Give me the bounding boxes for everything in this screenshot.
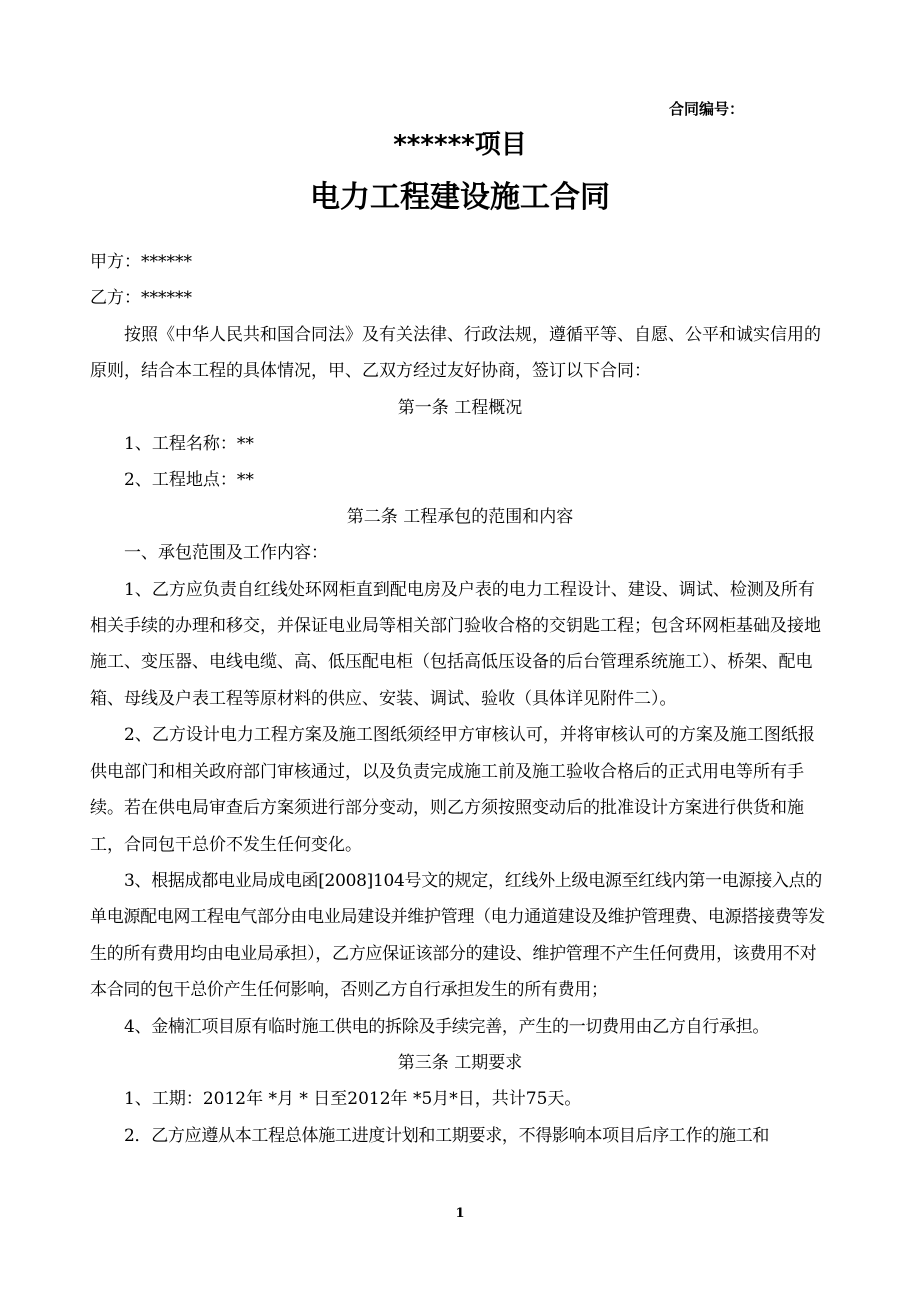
- article-3-item: 2．乙方应遵从本工程总体施工进度计划和工期要求，不得影响本项目后序工作的施工和: [124, 1125, 770, 1146]
- article-2-paragraph: 2、乙方设计电力工程方案及施工图纸须经甲方审核认可，并将审核认可的方案及施工图纸报供电部门和相关政府部门审核通过，以及负责完成施工前及施工验收合格后的正式用电等所有手续。若在供电局审查后方案须进行部分变动，则乙方须按照变动后的批准设计方案进行供货和施工，合同包干总价不发生任何变化。: [90, 725, 815, 855]
- article-1-item: 1、工程名称：**: [124, 434, 254, 455]
- party-b: 乙方：******: [90, 288, 192, 309]
- contract-title: 电力工程建设施工合同: [310, 180, 610, 215]
- article-3-heading: 第三条 工期要求: [397, 1052, 523, 1073]
- article-3-item: 1、工期：2012年 *月 * 日至2012年 *5月*日，共计75天。: [124, 1089, 582, 1110]
- article-2-paragraph: 1、乙方应负责自红线处环网柜直到配电房及户表的电力工程设计、建设、调试、检测及所有相关手续的办理和移交，并保证电业局等相关部门验收合格的交钥匙工程；包含环网柜基础及接地施工、变压器、电线电缆、高、低压配电柜（包括高低压设备的后台管理系统施工）、桥架、配电箱、母线及户表工程等原材料的供应、安装、调试、验收（具体详见附件二）。: [90, 579, 821, 709]
- party-a: 甲方：******: [90, 252, 192, 272]
- article-2-subheading: 一、承包范围及工作内容：: [124, 543, 328, 564]
- contract-number-label: 合同编号：: [669, 100, 745, 118]
- page-number: 1: [455, 1206, 465, 1221]
- article-2-paragraph: 3、根据成都电业局成电函[2008]104号文的规定，红线外上级电源至红线内第一电源接入点的单电源配电网工程电气部分由电业局建设并维护管理（电力通道建设及维护管理费、电源搭接费等发生的所有费用均由电业局承担），乙方应保证该部分的建设、维护管理不产生任何费用，该费用不对本合同的包干总价产生任何影响，否则乙方自行承担发生的所有费用；: [90, 870, 825, 1001]
- article-1-heading: 第一条 工程概况: [397, 397, 523, 418]
- article-2-heading: 第二条 工程承包的范围和内容: [346, 506, 574, 527]
- project-title: ******项目: [393, 130, 527, 160]
- article-1-item: 2、工程地点：**: [124, 470, 254, 491]
- article-2-paragraph: 4、金楠汇项目原有临时施工供电的拆除及手续完善，产生的一切费用由乙方自行承担。: [124, 1016, 770, 1037]
- contract-body: [90, 244, 830, 1154]
- preamble-paragraph: 按照《中华人民共和国合同法》及有关法律、行政法规，遵循平等、自愿、公平和诚实信用的原则，结合本工程的具体情况，甲、乙双方经过友好协商，签订以下合同：: [90, 324, 821, 382]
